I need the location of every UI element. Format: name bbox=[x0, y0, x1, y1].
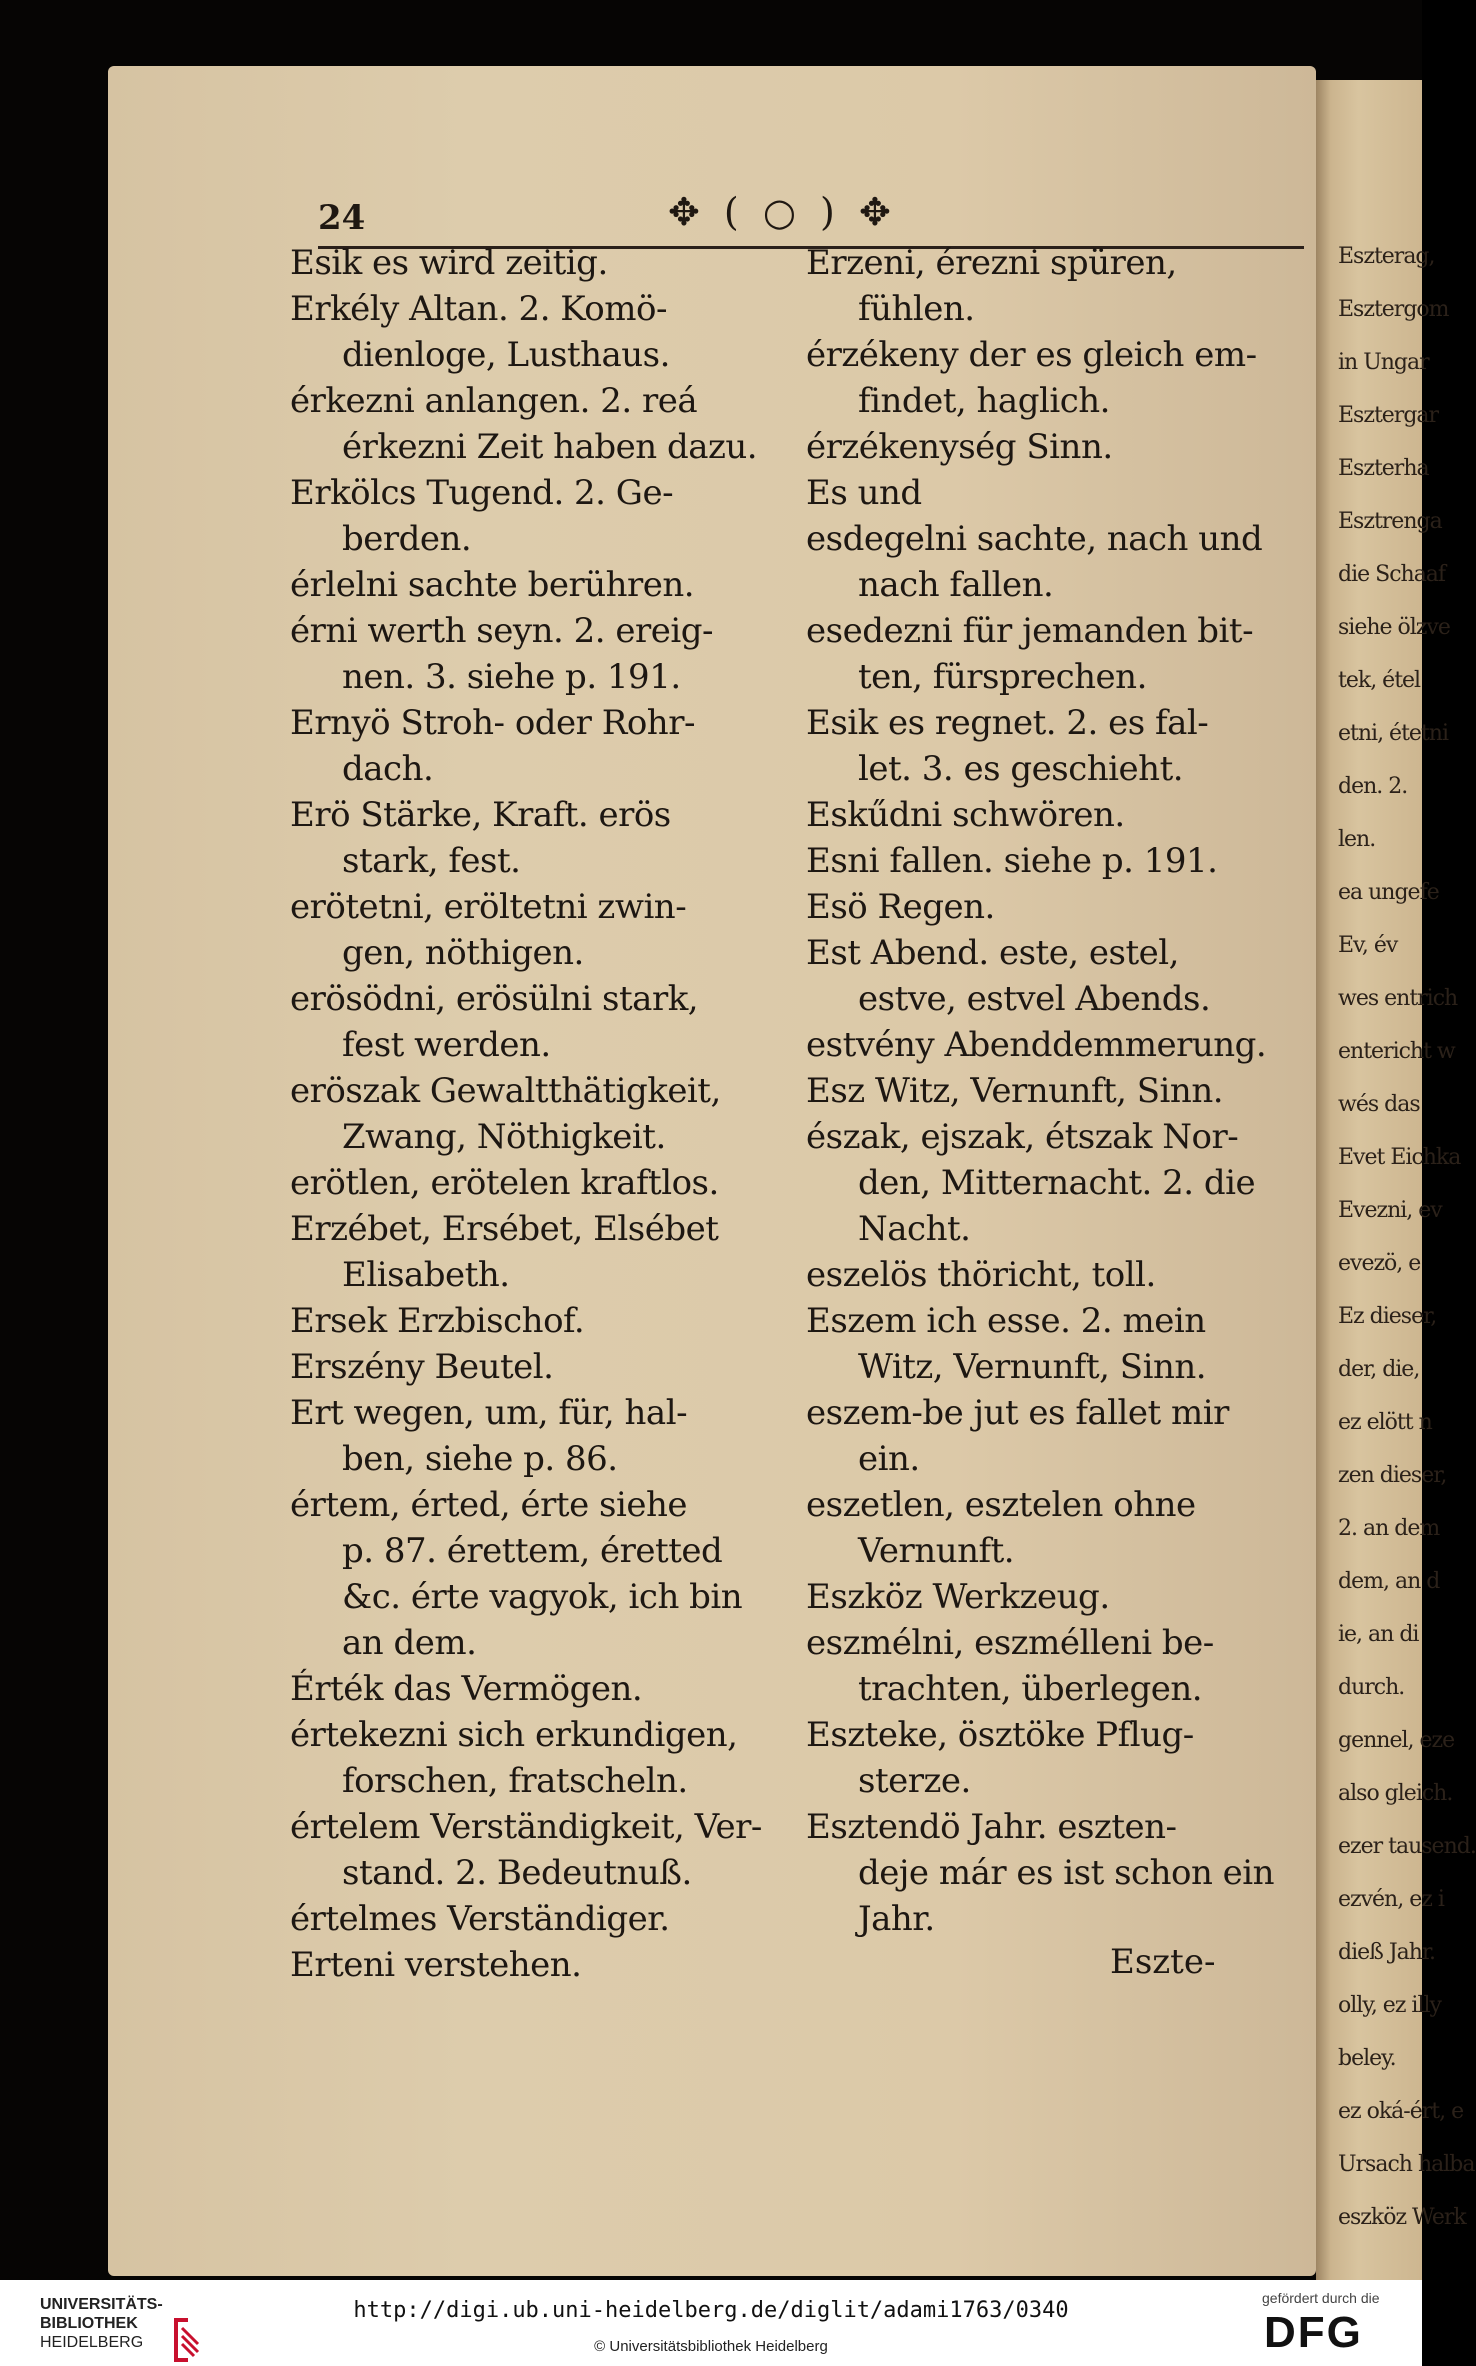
next-page-fragment: tek, étel bbox=[1338, 668, 1421, 693]
dictionary-line: értem, érted, érte siehe bbox=[290, 1485, 687, 1525]
next-page-fragment: dieß Jahr. bbox=[1338, 1940, 1436, 1965]
dictionary-line: berden. bbox=[342, 519, 472, 559]
catchword: Eszte- bbox=[1110, 1942, 1216, 1982]
dictionary-line: forschen, fratscheln. bbox=[342, 1761, 688, 1801]
dictionary-line: estvény Abenddemmerung. bbox=[806, 1025, 1267, 1065]
dictionary-line: gen, nöthigen. bbox=[342, 933, 584, 973]
dictionary-line: érzékenység Sinn. bbox=[806, 427, 1113, 467]
library-name-line3: HEIDELBERG bbox=[40, 2334, 144, 2351]
dictionary-line: eszmélni, eszmélleni be- bbox=[806, 1623, 1214, 1663]
dictionary-line: érkezni anlangen. 2. reá bbox=[290, 381, 698, 421]
dictionary-line: Nacht. bbox=[858, 1209, 971, 1249]
next-page-fragment: ie, an di bbox=[1338, 1622, 1419, 1647]
dictionary-line: an dem. bbox=[342, 1623, 477, 1663]
dictionary-line: esedezni für jemanden bit- bbox=[806, 611, 1254, 651]
next-page-fragment: beley. bbox=[1338, 2046, 1396, 2071]
footer-bar bbox=[0, 2280, 1422, 2366]
dictionary-line: erösödni, erösülni stark, bbox=[290, 979, 699, 1019]
dictionary-line: ben, siehe p. 86. bbox=[342, 1439, 618, 1479]
next-page-fragment: evezö, e bbox=[1338, 1251, 1421, 1276]
dictionary-line: Erkölcs Tugend. 2. Ge- bbox=[290, 473, 674, 513]
next-page-fragment: 2. an dem bbox=[1338, 1516, 1440, 1541]
dictionary-line: Esztendö Jahr. eszten- bbox=[806, 1807, 1177, 1847]
dictionary-line: stark, fest. bbox=[342, 841, 521, 881]
dictionary-line: Erteni verstehen. bbox=[290, 1945, 582, 1985]
dictionary-line: Eszem ich esse. 2. mein bbox=[806, 1301, 1206, 1341]
dictionary-line: eszem-be jut es fallet mir bbox=[806, 1393, 1229, 1433]
next-page-fragment: Evezni, ev bbox=[1338, 1198, 1442, 1223]
next-page-fragment: ezer tausend. bbox=[1338, 1834, 1476, 1859]
dictionary-line: nen. 3. siehe p. 191. bbox=[342, 657, 681, 697]
dictionary-line: Erö Stärke, Kraft. erös bbox=[290, 795, 671, 835]
next-page-fragment: olly, ez illy bbox=[1338, 1993, 1441, 2018]
dictionary-line: Erzébet, Ersébet, Elsébet bbox=[290, 1209, 719, 1249]
dictionary-line: esdegelni sachte, nach und bbox=[806, 519, 1263, 559]
dictionary-line: stand. 2. Bedeutnuß. bbox=[342, 1853, 692, 1893]
dictionary-line: eszelös thöricht, toll. bbox=[806, 1255, 1156, 1295]
next-page-fragment: in Ungar bbox=[1338, 350, 1429, 375]
next-page-fragment: Ursach halba bbox=[1338, 2152, 1475, 2177]
dictionary-line: Erkély Altan. 2. Komö- bbox=[290, 289, 667, 329]
dictionary-line: fühlen. bbox=[858, 289, 975, 329]
next-page-edge-text bbox=[1316, 230, 1476, 2244]
dictionary-line: Ert wegen, um, für, hal- bbox=[290, 1393, 688, 1433]
next-page-fragment: wés das bbox=[1338, 1092, 1420, 1117]
next-page-fragment: Ez dieser, bbox=[1338, 1304, 1437, 1329]
left-column bbox=[290, 240, 800, 1988]
next-page-fragment: Esztergom bbox=[1338, 297, 1449, 322]
dictionary-line: Esö Regen. bbox=[806, 887, 995, 927]
next-page-fragment: den. 2. bbox=[1338, 774, 1408, 799]
next-page-fragment: ez elött n bbox=[1338, 1410, 1432, 1435]
dictionary-line: &c. érte vagyok, ich bin bbox=[342, 1577, 743, 1617]
next-page-fragment: eszköz Werk bbox=[1338, 2205, 1466, 2230]
dictionary-line: eszetlen, esztelen ohne bbox=[806, 1485, 1196, 1525]
next-page-edge bbox=[1316, 80, 1476, 2280]
dfg-logo[interactable]: DFG bbox=[1264, 2308, 1363, 2357]
dictionary-line: Witz, Vernunft, Sinn. bbox=[858, 1347, 1207, 1387]
next-page-fragment: dem, an d bbox=[1338, 1569, 1440, 1594]
next-page-fragment: also gleich. bbox=[1338, 1781, 1453, 1806]
next-page-fragment: Esztergar bbox=[1338, 403, 1439, 428]
dictionary-line: Esz Witz, Vernunft, Sinn. bbox=[806, 1071, 1224, 1111]
next-page-fragment: die Schaaf bbox=[1338, 562, 1446, 587]
dictionary-line: fest werden. bbox=[342, 1025, 551, 1065]
library-name-line2: BIBLIOTHEK bbox=[40, 2315, 138, 2332]
library-name-line1: UNIVERSITÄTS- bbox=[40, 2296, 163, 2313]
next-page-fragment: Esztrenga bbox=[1338, 509, 1442, 534]
dictionary-line: Érték das Vermögen. bbox=[290, 1669, 643, 1709]
permalink-url[interactable]: http://digi.ub.uni-heidelberg.de/diglit/adami1763/0340 bbox=[353, 2298, 1069, 2323]
dictionary-line: értekezni sich erkundigen, bbox=[290, 1715, 738, 1755]
dictionary-line: erötetni, eröltetni zwin- bbox=[290, 887, 687, 927]
dictionary-line: Ernyö Stroh- oder Rohr- bbox=[290, 703, 695, 743]
funded-by-label: gefördert durch die bbox=[1262, 2290, 1380, 2306]
dictionary-line: nach fallen. bbox=[858, 565, 1054, 605]
next-page-fragment: ezvén, ez i bbox=[1338, 1887, 1444, 1912]
right-column bbox=[806, 240, 1306, 1942]
next-page-fragment: etni, étetni bbox=[1338, 721, 1448, 746]
dictionary-line: Esik es regnet. 2. es fal- bbox=[806, 703, 1209, 743]
next-page-fragment: gennel, eze bbox=[1338, 1728, 1455, 1753]
dictionary-line: let. 3. es geschieht. bbox=[858, 749, 1184, 789]
next-page-fragment: der, die, bbox=[1338, 1357, 1420, 1382]
dictionary-line: estve, estvel Abends. bbox=[858, 979, 1211, 1019]
next-page-fragment: entericht w bbox=[1338, 1039, 1455, 1064]
page-number: 24 bbox=[318, 198, 366, 238]
dictionary-line: észak, ejszak, étszak Nor- bbox=[806, 1117, 1239, 1157]
next-page-fragment: ez oká-ért, e bbox=[1338, 2099, 1464, 2124]
dictionary-line: érkezni Zeit haben dazu. bbox=[342, 427, 758, 467]
dictionary-line: sterze. bbox=[858, 1761, 971, 1801]
dictionary-line: Erzeni, érezni spüren, bbox=[806, 243, 1177, 283]
dictionary-line: eröszak Gewaltthätigkeit, bbox=[290, 1071, 721, 1111]
dictionary-line: Ersek Erzbischof. bbox=[290, 1301, 585, 1341]
dictionary-line: érzékeny der es gleich em- bbox=[806, 335, 1257, 375]
next-page-fragment: ea ungefe bbox=[1338, 880, 1439, 905]
dictionary-line: Eskűdni schwören. bbox=[806, 795, 1125, 835]
next-page-fragment: len. bbox=[1338, 827, 1376, 852]
dictionary-line: Zwang, Nöthigkeit. bbox=[342, 1117, 666, 1157]
next-page-fragment: Evet Eichka bbox=[1338, 1145, 1461, 1170]
dictionary-line: Est Abend. este, estel, bbox=[806, 933, 1179, 973]
next-page-fragment: siehe ölzve bbox=[1338, 615, 1450, 640]
dictionary-line: Eszköz Werkzeug. bbox=[806, 1577, 1110, 1617]
dictionary-line: értelem Verständigkeit, Ver- bbox=[290, 1807, 762, 1847]
dictionary-line: Vernunft. bbox=[858, 1531, 1015, 1571]
dictionary-line: érlelni sachte berühren. bbox=[290, 565, 695, 605]
next-page-fragment: wes entrich bbox=[1338, 986, 1458, 1011]
dictionary-line: Esik es wird zeitig. bbox=[290, 243, 608, 283]
dictionary-line: p. 87. érettem, éretted bbox=[342, 1531, 723, 1571]
dictionary-line: dienloge, Lusthaus. bbox=[342, 335, 670, 375]
copyright-notice: © Universitätsbibliothek Heidelberg bbox=[594, 2338, 828, 2355]
next-page-fragment: durch. bbox=[1338, 1675, 1405, 1700]
dictionary-line: den, Mitternacht. 2. die bbox=[858, 1163, 1256, 1203]
next-page-fragment: zen dieser, bbox=[1338, 1463, 1447, 1488]
dictionary-line: Elisabeth. bbox=[342, 1255, 510, 1295]
dictionary-line: dach. bbox=[342, 749, 434, 789]
next-page-fragment: Ev, év bbox=[1338, 933, 1398, 958]
dictionary-line: Erszény Beutel. bbox=[290, 1347, 554, 1387]
dictionary-line: Es und bbox=[806, 473, 922, 513]
dictionary-line: Eszteke, ösztöke Pflug- bbox=[806, 1715, 1194, 1755]
dictionary-line: ten, fürsprechen. bbox=[858, 657, 1147, 697]
dictionary-line: érni werth seyn. 2. ereig- bbox=[290, 611, 713, 651]
dictionary-line: erötlen, erötelen kraftlos. bbox=[290, 1163, 719, 1203]
dictionary-line: ein. bbox=[858, 1439, 920, 1479]
next-page-fragment: Eszterag, bbox=[1338, 244, 1435, 269]
header-ornament: ✥ ( ○ ) ✥ bbox=[668, 190, 897, 234]
dictionary-line: findet, haglich. bbox=[858, 381, 1110, 421]
dictionary-line: Jahr. bbox=[858, 1899, 935, 1939]
next-page-fragment: Eszterha bbox=[1338, 456, 1429, 481]
dictionary-line: deje már es ist schon ein bbox=[858, 1853, 1275, 1893]
dictionary-line: Esni fallen. siehe p. 191. bbox=[806, 841, 1218, 881]
dictionary-line: értelmes Verständiger. bbox=[290, 1899, 670, 1939]
dictionary-line: trachten, überlegen. bbox=[858, 1669, 1203, 1709]
